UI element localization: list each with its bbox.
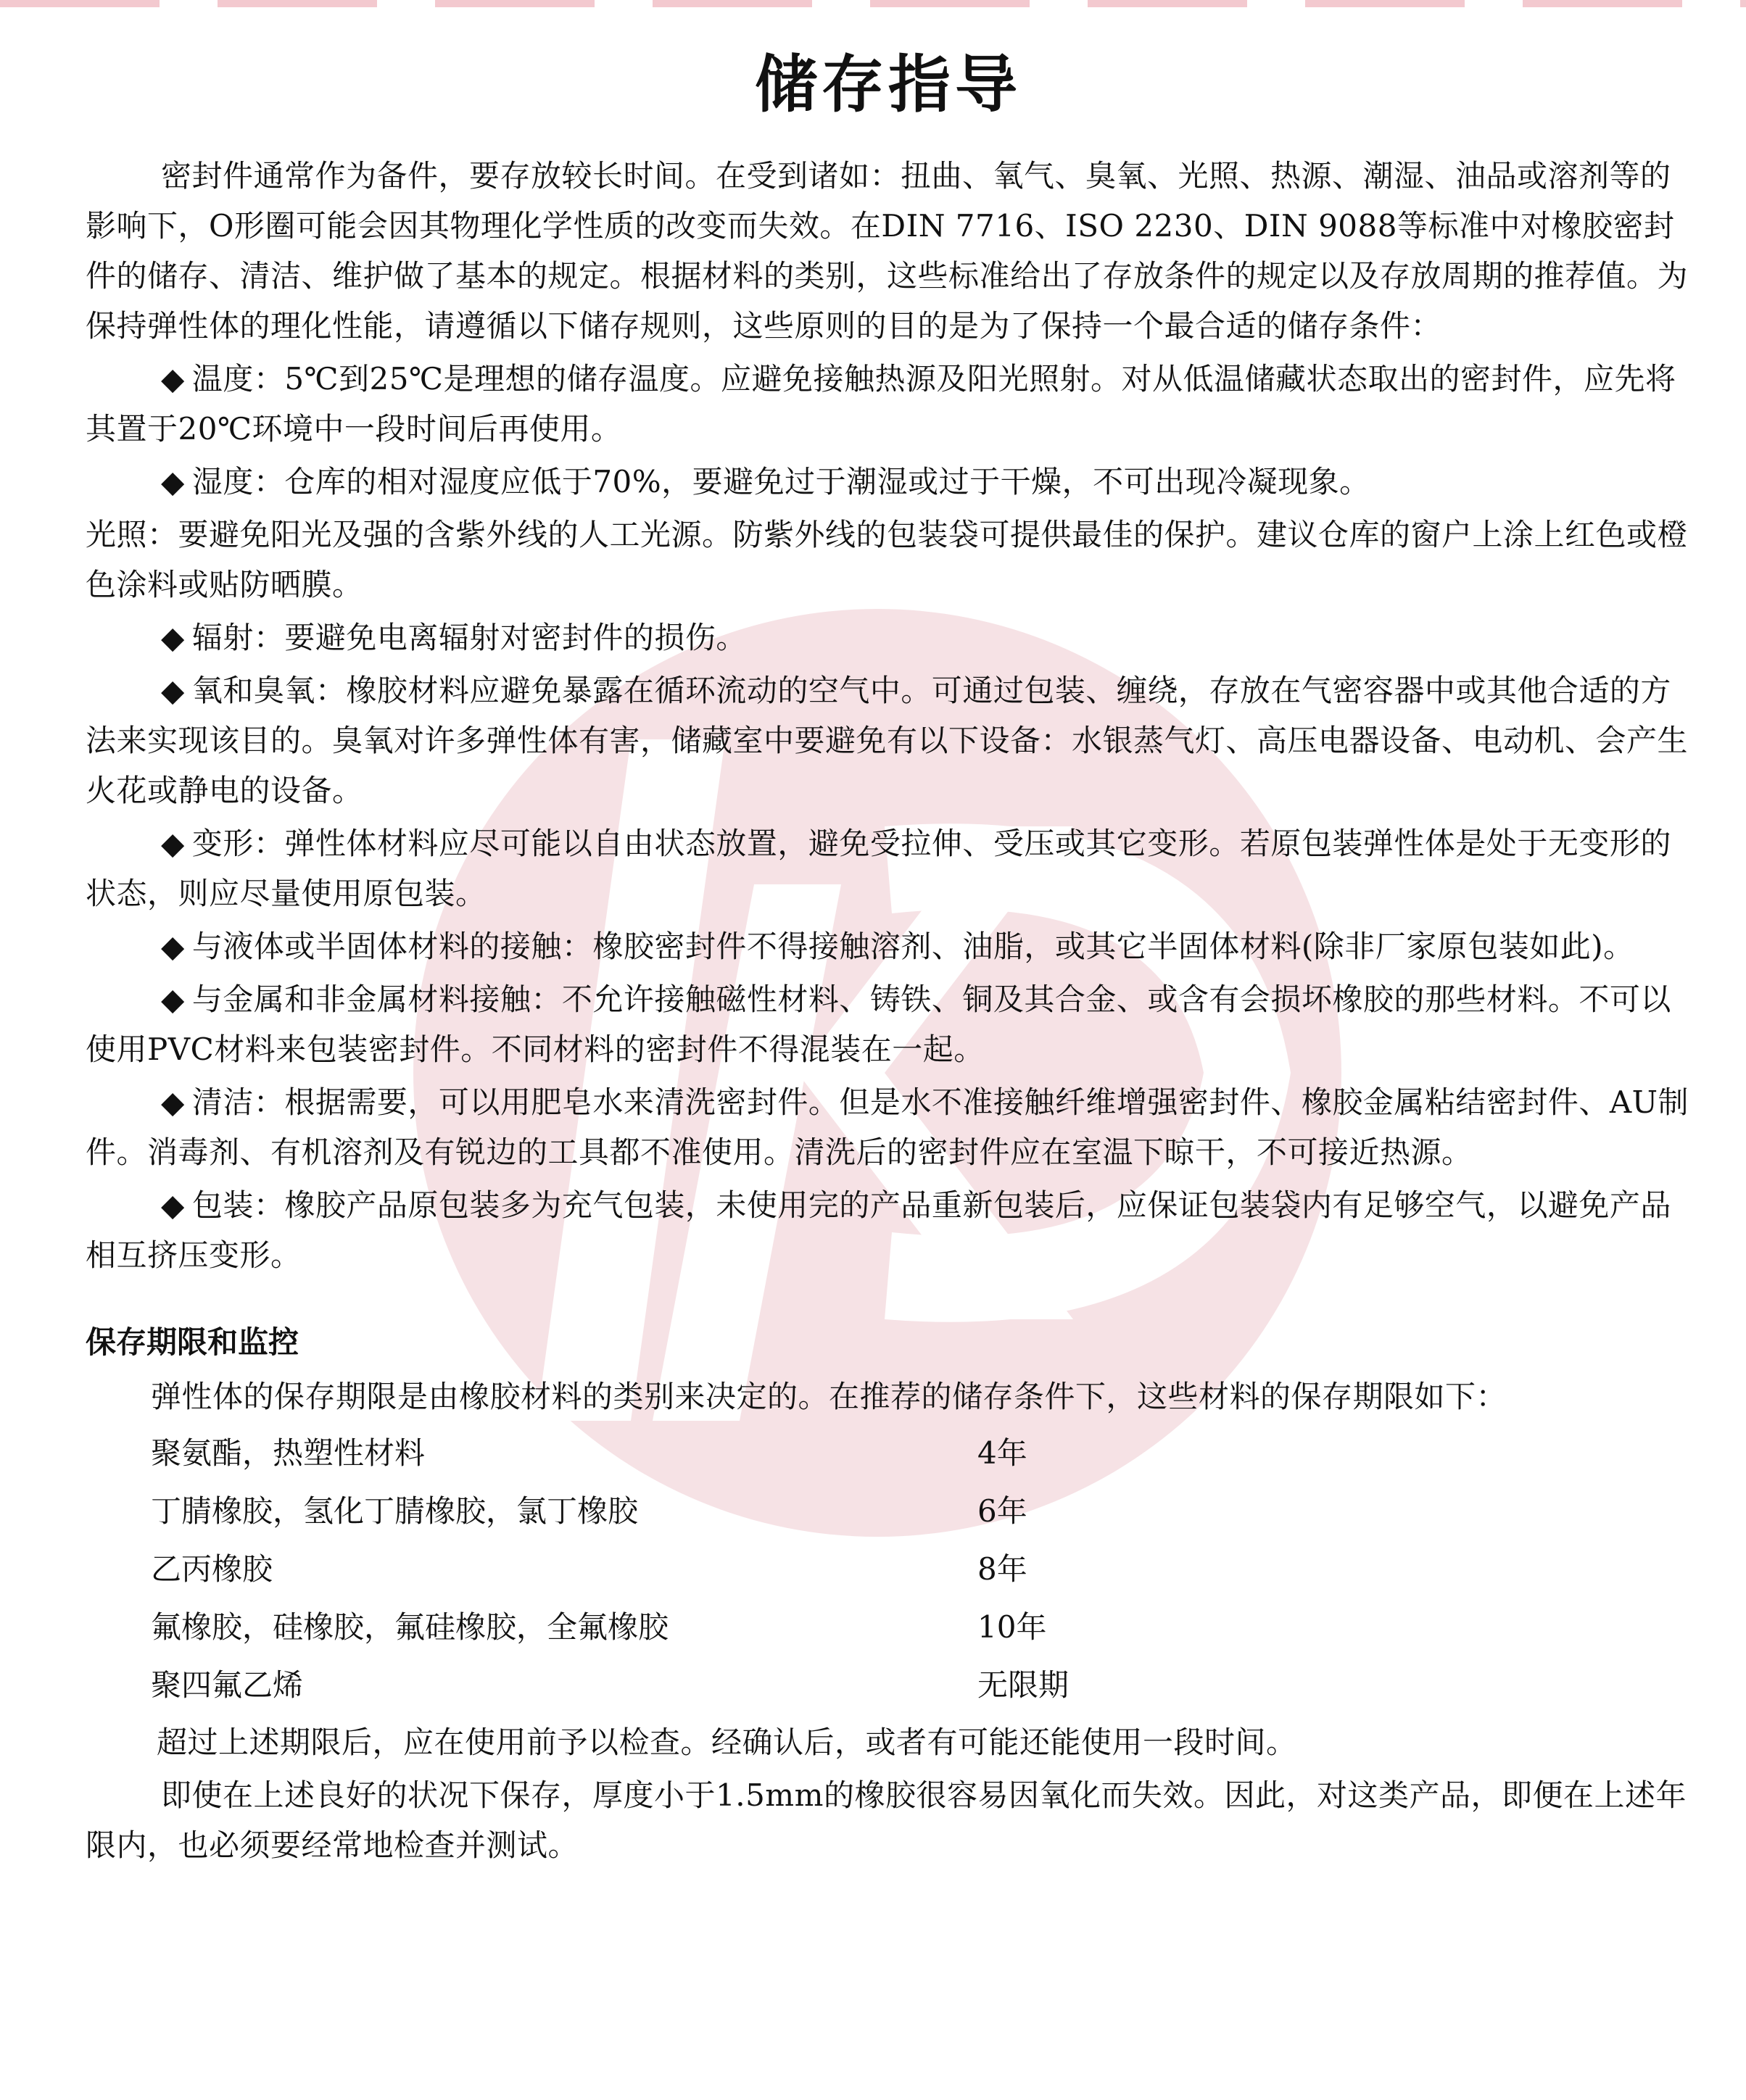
bullet-diamond-icon: ◆ [161, 826, 185, 861]
bullet-diamond-icon: ◆ [161, 1084, 185, 1120]
table-row [151, 1424, 1691, 1482]
rule-liquids [86, 921, 1691, 971]
page-title: 储存指导 [755, 49, 1022, 121]
material-name: 丁腈橡胶，氢化丁腈橡胶，氯丁橡胶 [151, 1493, 639, 1529]
intro-paragraph: 密封件通常作为备件，要存放较长时间。在受到诸如：扭曲、氧气、臭氧、光照、热源、潮湿、油品或溶剂等的影响下，O形圈可能会因其物理化学性质的改变而失效。在DIN 7716、ISO 2230、DIN 9088等标准中对橡胶密封件的储存、清洁、维护做了基本的规定。根据材料的类别，这些标准给出了存放条件的规定以及存放周期的推荐值。为保持弹性体的理化性能，请遵循以下储存规则，这些原则的目的是为了保持一个最合适的储存条件： [86, 158, 1689, 344]
rule-temperature [86, 354, 1691, 454]
rule-packaging-text: 包装：橡胶产品原包装多为充气包装，未使用完的产品重新包装后，应保证包装袋内有足够空气，以避免产品相互挤压变形。 [86, 1187, 1671, 1273]
rule-radiation-text: 辐射：要避免电离辐射对密封件的损伤。 [191, 620, 747, 655]
bullet-diamond-icon: ◆ [161, 620, 185, 655]
material-name: 氟橡胶，硅橡胶，氟硅橡胶，全氟橡胶 [151, 1609, 669, 1645]
material-name: 乙丙橡胶 [151, 1551, 273, 1587]
storage-period: 10年 [977, 1609, 1047, 1645]
rule-deformation-text: 变形：弹性体材料应尽可能以自由状态放置，避免受拉伸、受压或其它变形。若原包装弹性体是处于无变形的状态，则应尽量使用原包装。 [86, 826, 1671, 911]
rule-cleaning [86, 1077, 1691, 1177]
rule-oxygen [86, 665, 1691, 815]
shelf-life-intro: 弹性体的保存期限是由橡胶材料的类别来决定的。在推荐的储存条件下，这些材料的保存期限如下： [151, 1379, 1507, 1414]
rule-light: 光照：要避免阳光及强的含紫外线的人工光源。防紫外线的包装袋可提供最佳的保护。建议仓库的窗户上涂上红色或橙色涂料或贴防晒膜。 [86, 517, 1689, 602]
rule-liquids-text: 与液体或半固体材料的接触：橡胶密封件不得接触溶剂、油脂，或其它半固体材料(除非厂家原包装如此)。 [191, 929, 1634, 964]
rule-oxygen-text: 氧和臭氧：橡胶材料应避免暴露在循环流动的空气中。可通过包装、缠绕，存放在气密容器中或其他合适的方法来实现该目的。臭氧对许多弹性体有害，储藏室中要避免有以下设备：水银蒸气灯、高压电器设备、电动机、会产生火花或静电的设备。 [86, 673, 1689, 808]
rule-metals-text: 与金属和非金属材料接触：不允许接触磁性材料、铸铁、铜及其合金、或含有会损坏橡胶的那些材料。不可以使用PVC材料来包装密封件。不同材料的密封件不得混装在一起。 [86, 981, 1671, 1067]
after-expiry-note: 超过上述期限后，应在使用前予以检查。经确认后，或者有可能还能使用一段时间。 [157, 1725, 1297, 1760]
rule-deformation [86, 818, 1691, 918]
bullet-diamond-icon: ◆ [161, 929, 185, 964]
storage-period: 无限期 [977, 1667, 1069, 1703]
bullet-diamond-icon: ◆ [161, 981, 185, 1017]
rule-humidity-text: 湿度：仓库的相对湿度应低于70%，要避免过于潮湿或过于干燥，不可出现冷凝现象。 [191, 464, 1370, 499]
table-row [151, 1482, 1691, 1540]
bullet-diamond-icon: ◆ [161, 361, 185, 397]
table-row [151, 1656, 1691, 1714]
table-row [151, 1540, 1691, 1598]
rule-packaging [86, 1180, 1691, 1280]
material-name: 聚四氟乙烯 [151, 1667, 304, 1703]
shelf-life-table [151, 1424, 1691, 1714]
rule-metals [86, 974, 1691, 1074]
bullet-diamond-icon: ◆ [161, 673, 185, 708]
material-name: 聚氨酯，热塑性材料 [151, 1435, 426, 1471]
bullet-diamond-icon: ◆ [161, 464, 185, 499]
storage-period: 6年 [977, 1493, 1027, 1529]
rule-radiation [86, 613, 1691, 663]
rule-humidity [86, 457, 1691, 507]
table-row [151, 1598, 1691, 1656]
storage-period: 8年 [977, 1551, 1027, 1587]
rule-temperature-text: 温度：5℃到25℃是理想的储存温度。应避免接触热源及阳光照射。对从低温储藏状态取出的密封件，应先将其置于20℃环境中一段时间后再使用。 [86, 361, 1676, 447]
storage-period: 4年 [977, 1435, 1027, 1471]
thin-parts-note: 即使在上述良好的状况下保存，厚度小于1.5mm的橡胶很容易因氧化而失效。因此，对这类产品，即便在上述年限内，也必须要经常地检查并测试。 [86, 1777, 1687, 1863]
rule-cleaning-text: 清洁：根据需要，可以用肥皂水来清洗密封件。但是水不准接触纤维增强密封件、橡胶金属粘结密封件、AU制件。消毒剂、有机溶剂及有锐边的工具都不准使用。清洗后的密封件应在室温下晾干，不可接近热源。 [86, 1084, 1689, 1170]
bullet-diamond-icon: ◆ [161, 1187, 185, 1223]
shelf-life-heading: 保存期限和监控 [86, 1324, 299, 1360]
